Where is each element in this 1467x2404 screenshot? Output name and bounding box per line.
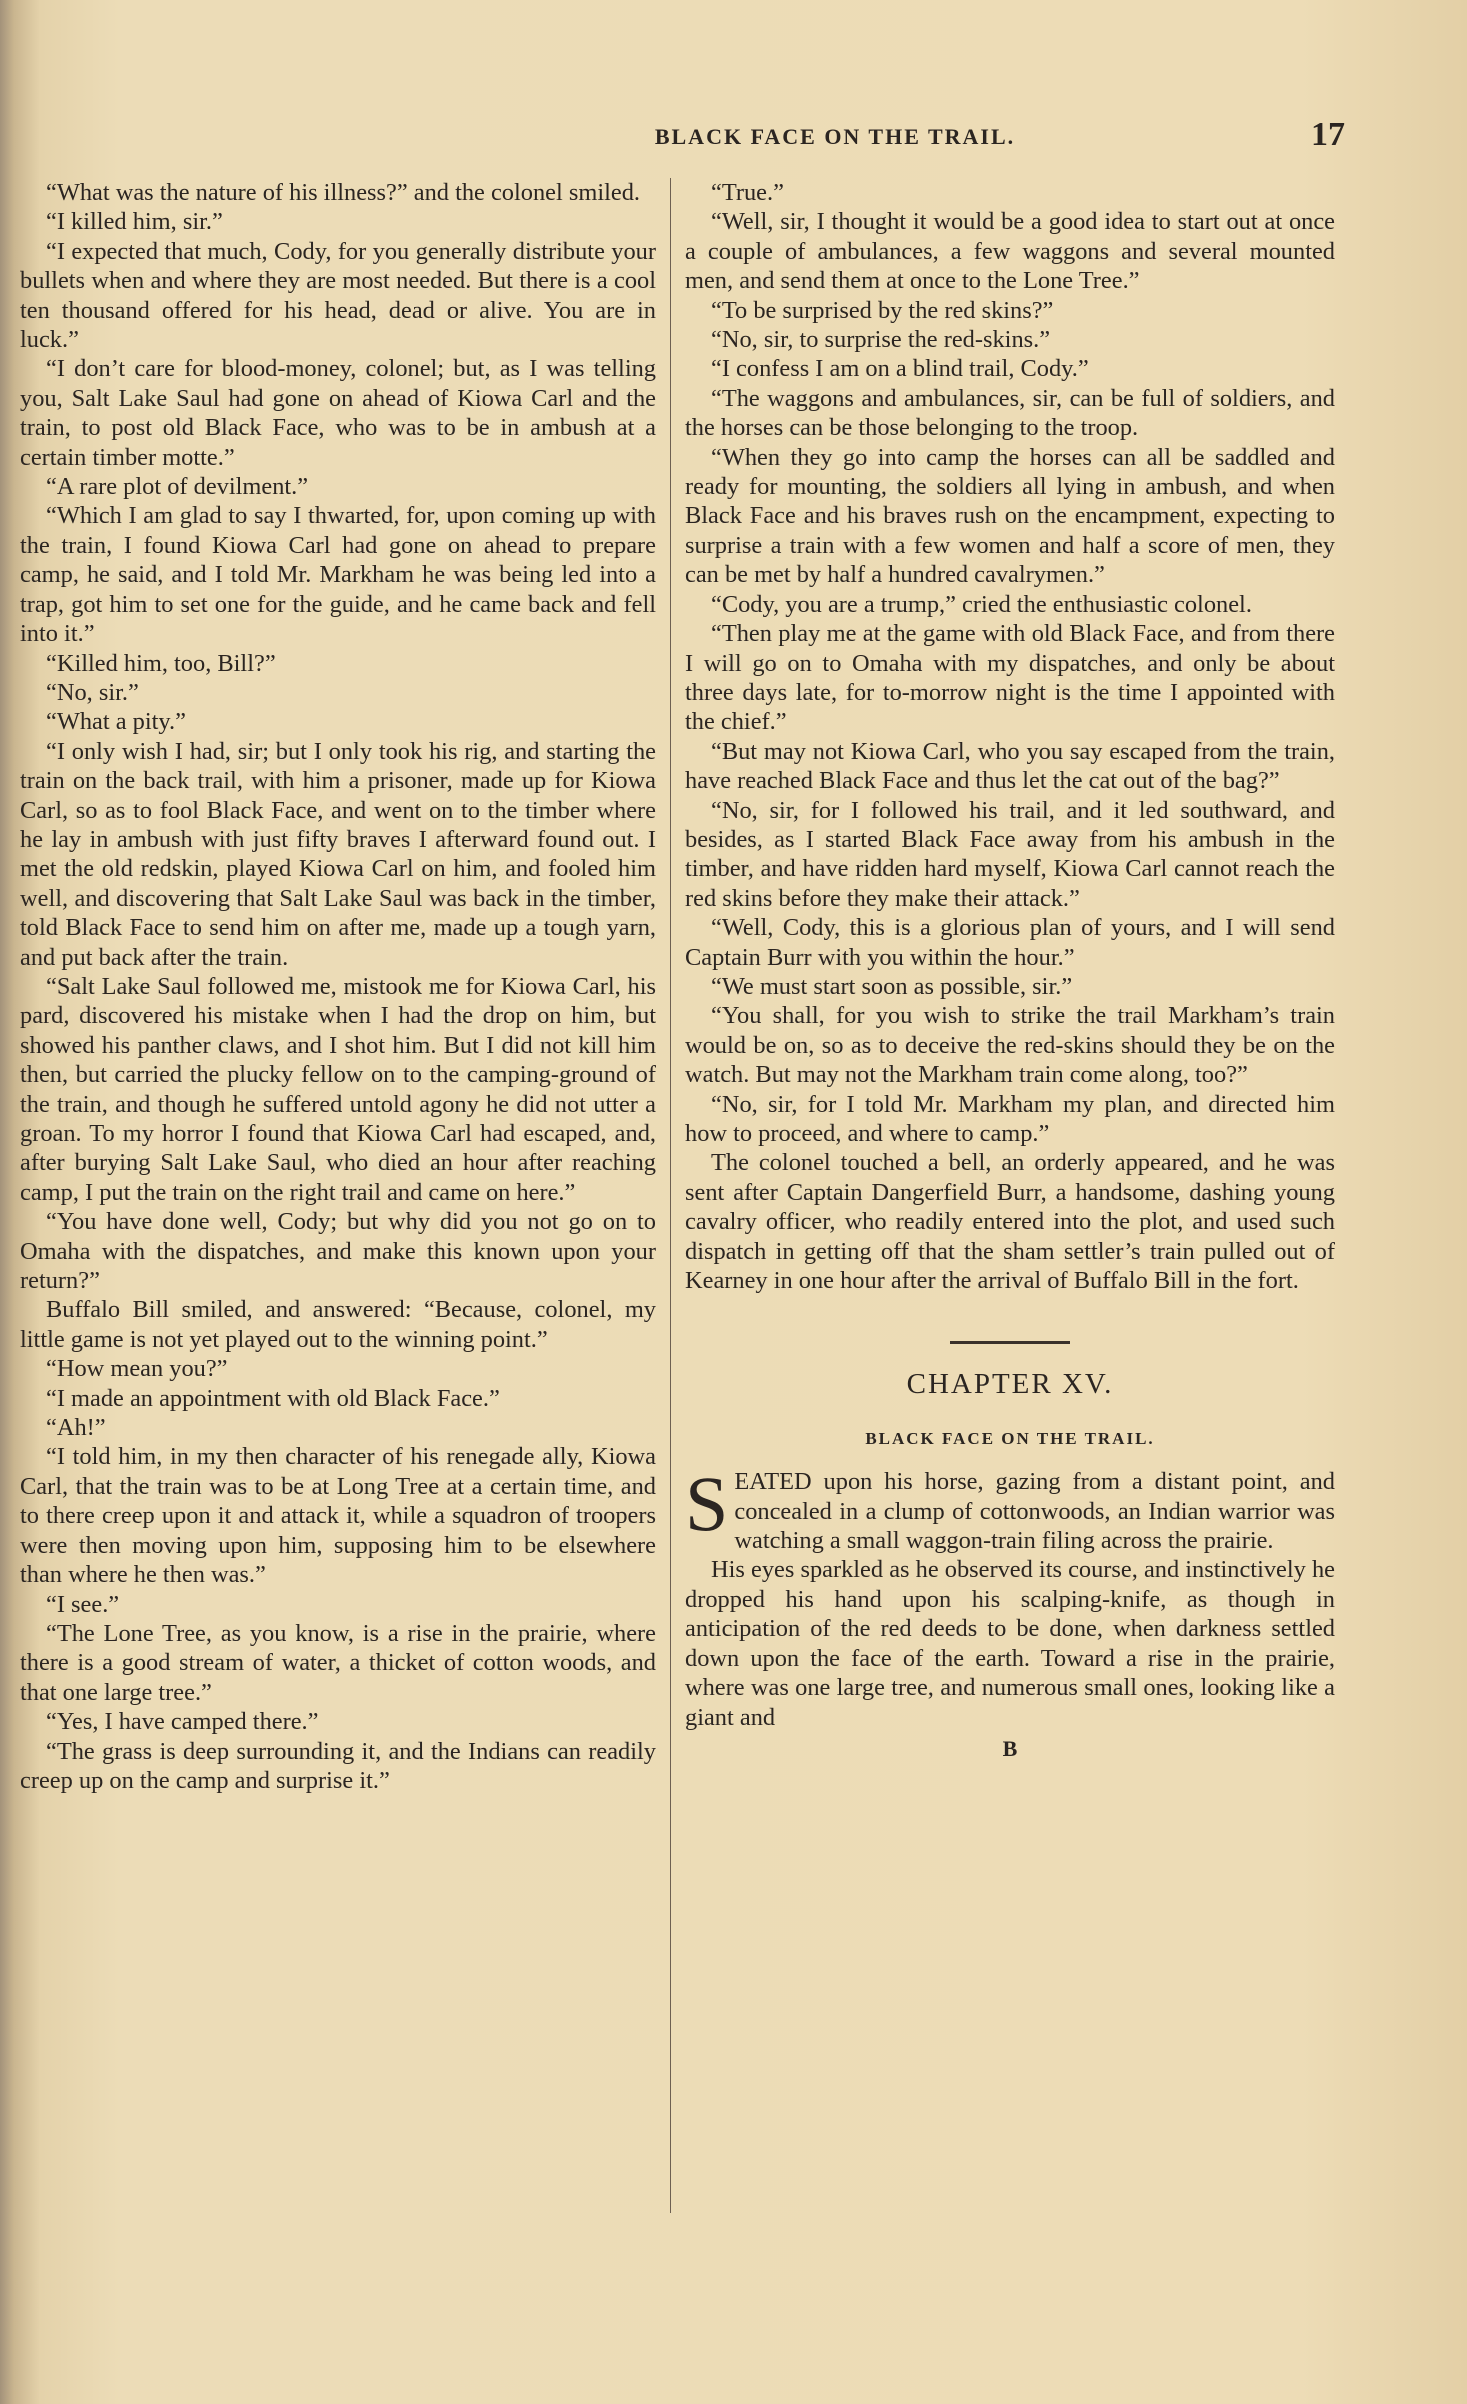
- chapter-title: CHAPTER XV.: [906, 1368, 1114, 1401]
- right-column: [685, 178, 1335, 2238]
- paragraph: “True.”: [711, 179, 784, 206]
- paragraph: “I killed him, sir.”: [46, 208, 223, 236]
- left-column: [20, 178, 656, 2238]
- chapter-opening: [685, 1460, 1335, 1555]
- paragraph: “You shall, for you wish to strike the trail Markham’s train would be on, so as to deceive the red-skins should they be on the watch. But may not the Markham train come along, too?”: [685, 1002, 1335, 1089]
- paragraph: The colonel touched a bell, an orderly appeared, and he was sent after Captain Dangerfield Burr, a handsome, dashing young cavalry officer, who readily entered into the plot, and used such dispatch in getting off that the sham settler’s train pulled out of Kearney in one hour after the arrival of Buffalo Bill in the fort.: [685, 1149, 1335, 1295]
- chapter-rule: [950, 1341, 1070, 1344]
- paragraph: “A rare plot of devilment.”: [46, 473, 309, 501]
- paragraph: “I told him, in my then character of his renegade ally, Kiowa Carl, that the train was to be at Long Tree at a certain time, and to there creep upon it and attack it, while a squadron of troopers were then moving upon him, supposing him to be elsewhere than where he then was.”: [20, 1443, 656, 1589]
- paragraph: “But may not Kiowa Carl, who you say escaped from the train, have reached Black Face and thus let the cat out of the bag?”: [685, 737, 1335, 795]
- chapter-opening-text: EATED upon his horse, gazing from a distant point, and concealed in a clump of cottonwoods, an Indian warrior was watching a small waggon-train filing across the prairie.: [734, 1468, 1335, 1555]
- paragraph: “Well, sir, I thought it would be a good idea to start out at once a couple of ambulances, a few waggons and several mounted men, and send them at once to the Lone Tree.”: [685, 208, 1335, 295]
- paragraph: “I only wish I had, sir; but I only took his rig, and starting the train on the back trail, with him a prisoner, made up for Kiowa Carl, so as to fool Black Face, and went on to the timber where he lay in ambush with just fifty braves I afterward found out. I met the old redskin, played Kiowa Carl on him, and fooled him well, and discovering that Salt Lake Saul was back in the timber, told Black Face to send him on after me, made up a tough yarn, and put back after the train.: [20, 737, 656, 971]
- paragraph: “Yes, I have camped there.”: [46, 1708, 319, 1736]
- column-divider: [670, 178, 671, 2213]
- paragraph: “How mean you?”: [46, 1355, 228, 1383]
- paragraph: “No, sir, for I told Mr. Markham my plan, and directed him how to proceed, and where to camp.”: [685, 1090, 1335, 1147]
- page-number: 17: [1311, 116, 1345, 153]
- paragraph: His eyes sparkled as he observed its course, and instinctively he dropped his hand upon his scalping-knife, as though in anticipation of the red deeds to be done, when darkness settled down upon the face of the earth. Toward a rise in the prairie, where was one large tree, and numerous small ones, looking like a giant and: [685, 1556, 1335, 1731]
- paragraph: “To be surprised by the red skins?”: [711, 296, 1054, 324]
- paragraph: “I don’t care for blood-money, colonel; but, as I was telling you, Salt Lake Saul had gone on ahead of Kiowa Carl and the train, to post old Black Face, who was to be in ambush at a certain timber motte.”: [20, 355, 656, 471]
- paragraph: “Which I am glad to say I thwarted, for, upon coming up with the train, I found Kiowa Carl had gone on ahead to prepare camp, he said, and I told Mr. Markham he was being led into a trap, got him to set one for the guide, and he came back and fell into it.”: [20, 502, 656, 648]
- page-header: [440, 112, 1345, 160]
- paragraph: Buffalo Bill smiled, and answered: “Because, colonel, my little game is not yet played out to the winning point.”: [20, 1296, 656, 1353]
- paragraph: “The Lone Tree, as you know, is a rise in the prairie, where there is a good stream of water, a thicket of cotton woods, and that one large tree.”: [20, 1619, 656, 1706]
- paragraph: “Then play me at the game with old Black Face, and from there I will go on to Omaha with my dispatches, and only be about three days late, for to-morrow night is the time I appointed with the chief.”: [685, 620, 1335, 736]
- paragraph: “What was the nature of his illness?” and the colonel smiled.: [46, 179, 640, 206]
- paragraph: “When they go into camp the horses can all be saddled and ready for mounting, the soldiers all lying in ambush, and when Black Face and his braves rush on the encampment, expecting to surprise a train with a few women and half a score of men, they can be met by half a hundred cavalrymen.”: [685, 443, 1335, 589]
- drop-cap: S: [685, 1460, 729, 1548]
- paragraph: “Salt Lake Saul followed me, mistook me for Kiowa Carl, his pard, discovered his mistake when I had the drop on him, but showed his panther claws, and I shot him. But I did not kill him then, but carried the plucky fellow on to the camping-ground of the train, and though he suffered untold agony he did not utter a groan. To my horror I found that Kiowa Carl had escaped, and, after burying Salt Lake Saul, who died an hour after reaching camp, I put the train on the right trail and came on here.”: [20, 972, 656, 1206]
- signature-mark: B: [1002, 1735, 1018, 1761]
- paragraph: “I see.”: [46, 1590, 120, 1618]
- paragraph: “Well, Cody, this is a glorious plan of yours, and I will send Captain Burr with you within the hour.”: [685, 914, 1335, 971]
- paragraph: “I expected that much, Cody, for you generally distribute your bullets when and where they are most needed. But there is a cool ten thousand offered for his head, dead or alive. You are in luck.”: [20, 237, 656, 354]
- paragraph: “The waggons and ambulances, sir, can be full of soldiers, and the horses can be those belonging to the troop.: [685, 384, 1335, 442]
- paragraph: “What a pity.”: [46, 708, 186, 736]
- paragraph: “No, sir, to surprise the red-skins.”: [711, 326, 1051, 354]
- chapter-subtitle: BLACK FACE ON THE TRAIL.: [865, 1428, 1155, 1448]
- paragraph: “Cody, you are a trump,” cried the enthusiastic colonel.: [711, 590, 1252, 618]
- paragraph: “No, sir.”: [46, 678, 139, 706]
- paragraph: “Killed him, too, Bill?”: [46, 649, 276, 677]
- paragraph: “I confess I am on a blind trail, Cody.”: [711, 355, 1089, 383]
- paragraph: “The grass is deep surrounding it, and the Indians can readily creep up on the camp and surprise it.”: [20, 1737, 656, 1794]
- paragraph: “We must start soon as possible, sir.”: [711, 972, 1073, 1000]
- paragraph: “I made an appointment with old Black Face.”: [46, 1384, 500, 1412]
- paragraph: “Ah!”: [46, 1414, 106, 1442]
- paragraph: “No, sir, for I followed his trail, and it led southward, and besides, as I started Black Face away from his ambush in the timber, and have ridden hard myself, Kiowa Carl cannot reach the red skins before they make their attack.”: [685, 796, 1335, 912]
- paragraph: “You have done well, Cody; but why did you not go on to Omaha with the dispatches, and make this known upon your return?”: [20, 1208, 656, 1295]
- running-head: BLACK FACE ON THE TRAIL.: [654, 124, 1016, 149]
